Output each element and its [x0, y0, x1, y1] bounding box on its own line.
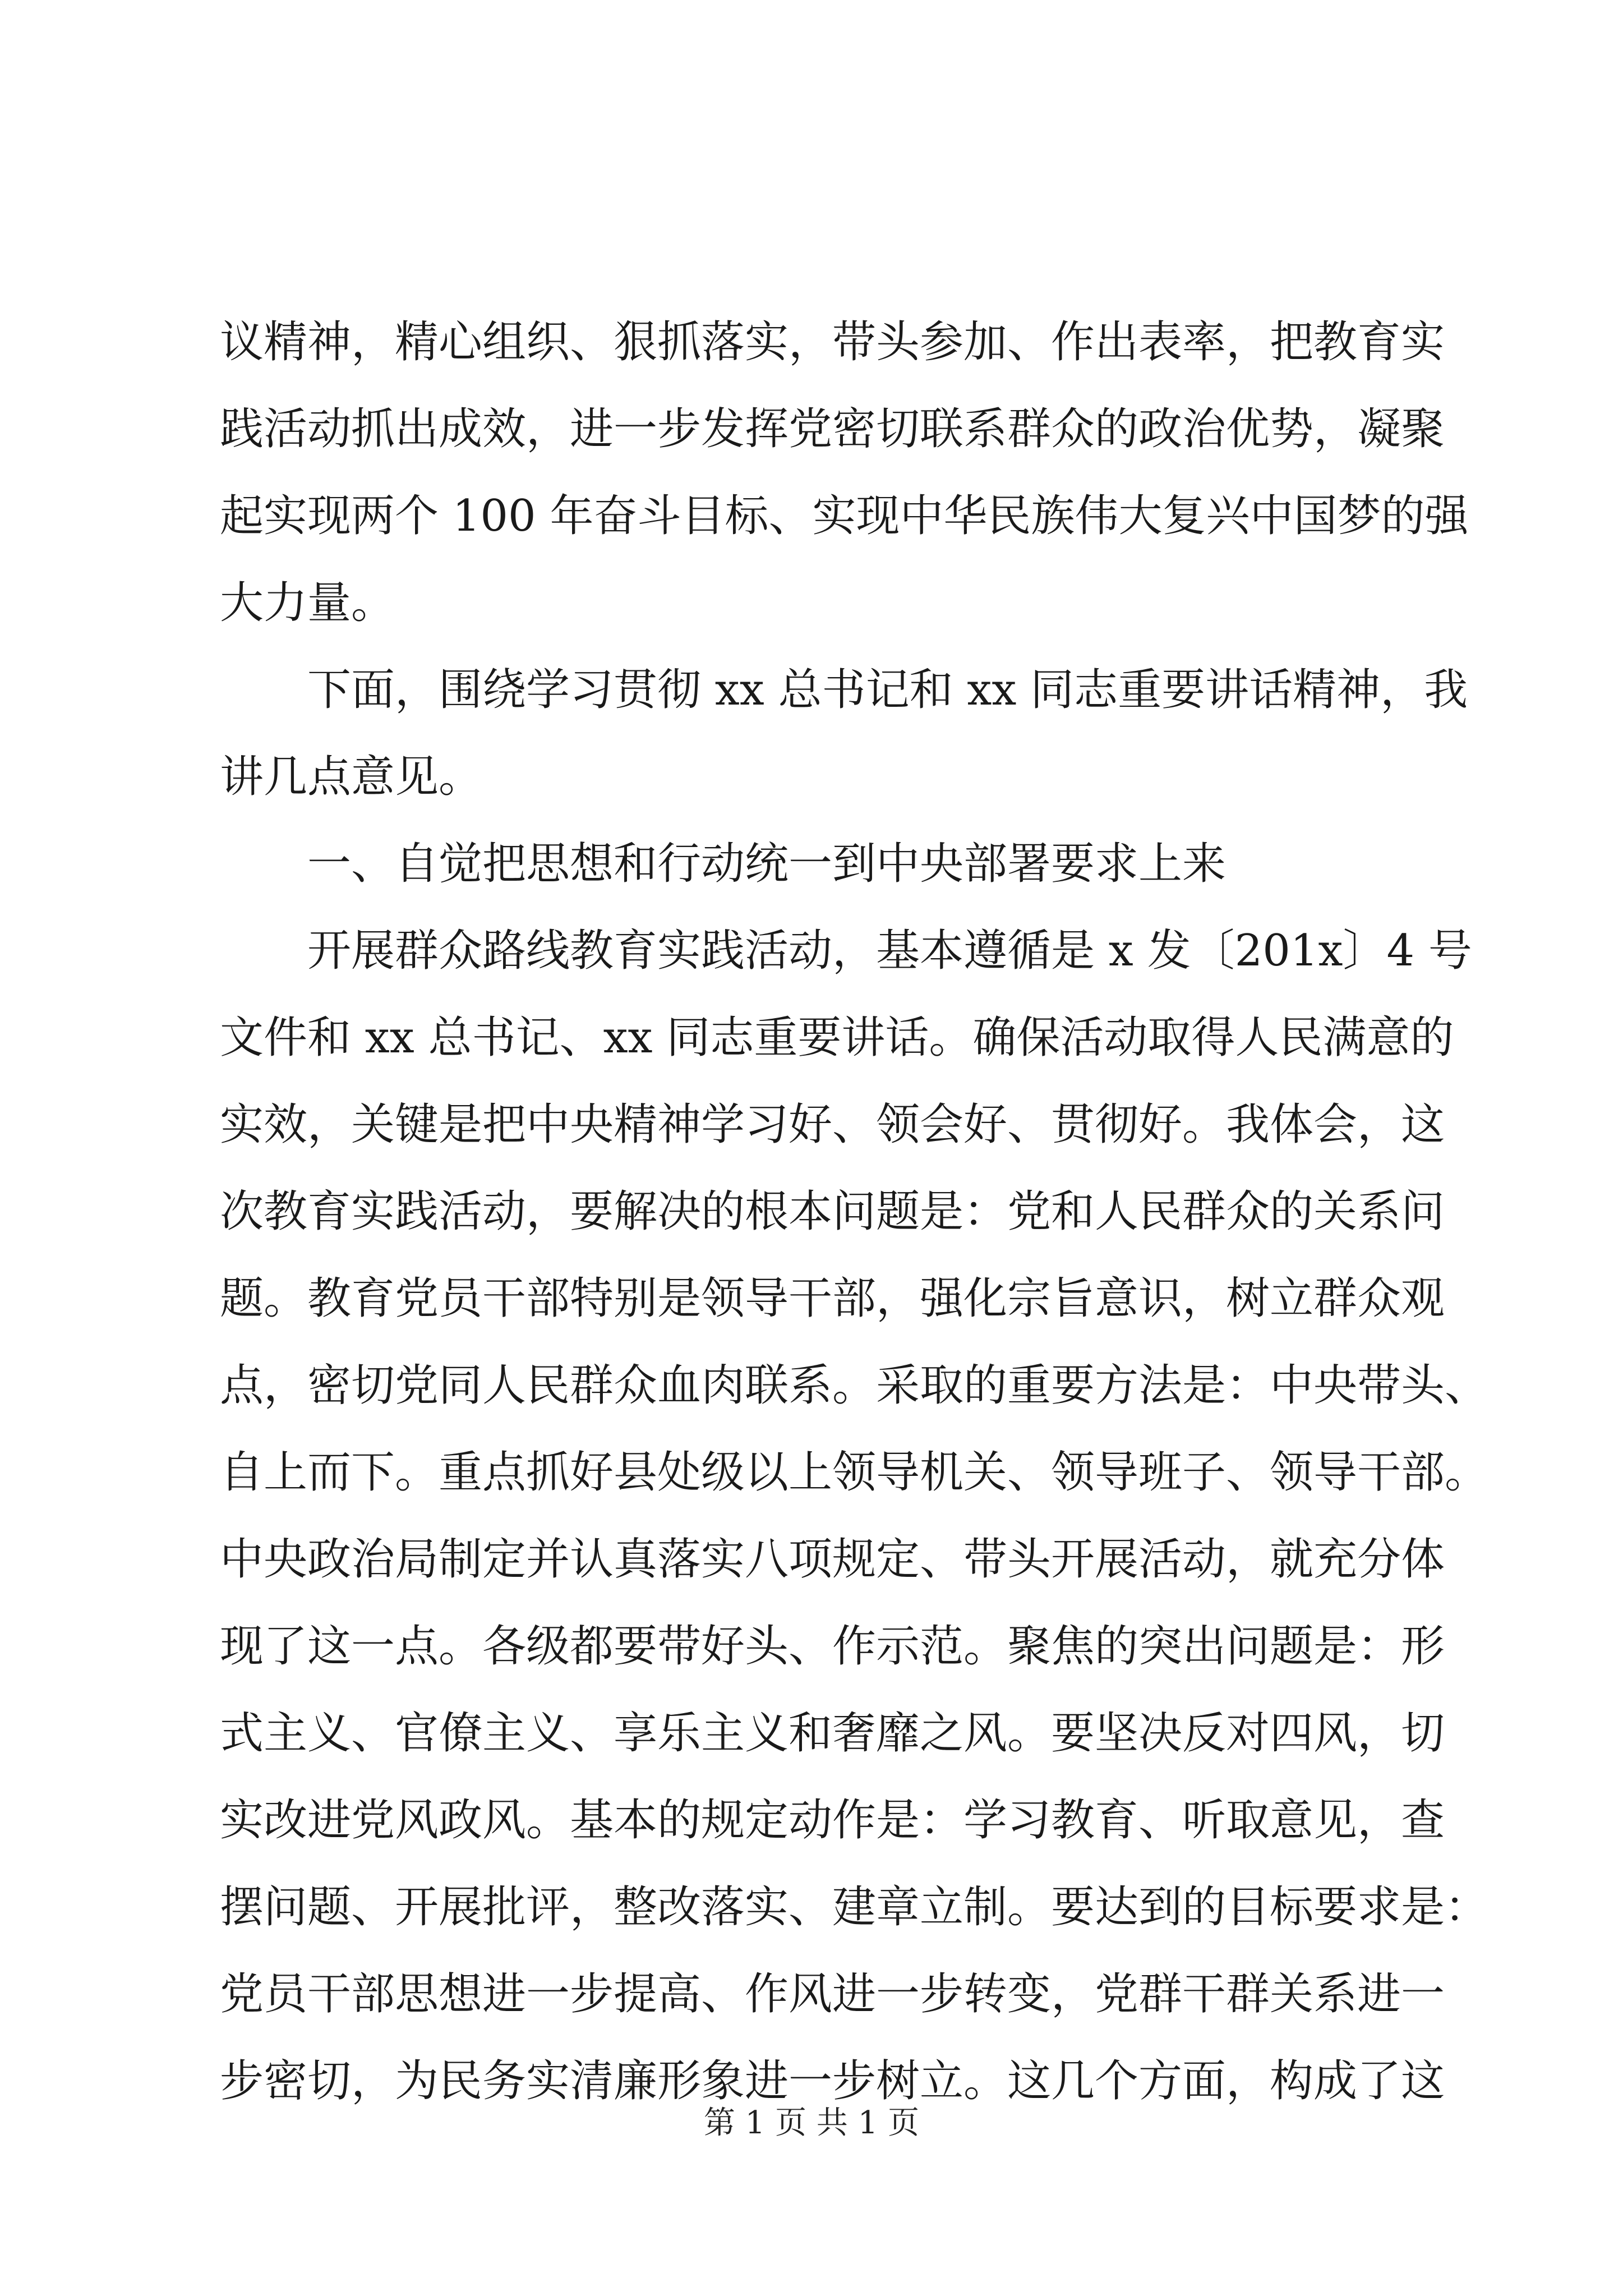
page-footer [0, 2101, 1623, 2146]
text-line-10: 实效，关键是把中央精神学习好、领会好、贯彻好。我体会，这 [220, 1099, 1445, 1150]
text-line-20: 党员干部思想进一步提高、作风进一步转变，党群干群关系进一 [220, 1969, 1445, 2019]
text-line-13: 点，密切党同人民群众血肉联系。采取的重要方法是：中央带头、 [220, 1360, 1489, 1411]
text-line-17: 式主义、官僚主义、享乐主义和奢靡之风。要坚决反对四风，切 [220, 1708, 1445, 1759]
text-line-9: 文件和 xx 总书记、xx 同志重要讲话。确保活动取得人民满意的 [220, 1013, 1454, 1063]
text-line-16: 现了这一点。各级都要带好头、作示范。聚焦的突出问题是：形 [220, 1621, 1445, 1672]
text-line-11: 次教育实践活动，要解决的根本问题是：党和人民群众的关系问 [220, 1186, 1445, 1237]
text-line-5: 下面，围绕学习贯彻 xx 总书记和 xx 同志重要讲话精神，我 [307, 665, 1468, 715]
text-line-12: 题。教育党员干部特别是领导干部，强化宗旨意识，树立群众观 [220, 1273, 1445, 1324]
text-line-18: 实改进党风政风。基本的规定动作是：学习教育、听取意见，查 [220, 1795, 1445, 1846]
text-line-3: 起实现两个 100 年奋斗目标、实现中华民族伟大复兴中国梦的强 [220, 491, 1469, 541]
text-line-2: 践活动抓出成效，进一步发挥党密切联系群众的政治优势，凝聚 [220, 404, 1445, 454]
document-body [220, 299, 1489, 2125]
section-heading: 一、自觉把思想和行动统一到中央部署要求上来 [307, 839, 1227, 889]
page-number-label: 第 1 页 共 1 页 [703, 2105, 920, 2141]
text-line-14: 自上而下。重点抓好县处级以上领导机关、领导班子、领导干部。 [220, 1447, 1489, 1498]
text-line-21: 步密切，为民务实清廉形象进一步树立。这几个方面，构成了这 [220, 2056, 1445, 2106]
text-line-15: 中央政治局制定并认真落实八项规定、带头开展活动，就充分体 [220, 1534, 1445, 1585]
text-line-6: 讲几点意见。 [220, 752, 483, 802]
text-line-1: 议精神，精心组织、狠抓落实，带头参加、作出表率，把教育实 [220, 317, 1445, 367]
text-line-8: 开展群众路线教育实践活动，基本遵循是 x 发〔201x〕4 号 [307, 926, 1472, 976]
text-line-4: 大力量。 [220, 578, 395, 628]
text-line-19: 摆问题、开展批评，整改落实、建章立制。要达到的目标要求是： [220, 1882, 1489, 1932]
